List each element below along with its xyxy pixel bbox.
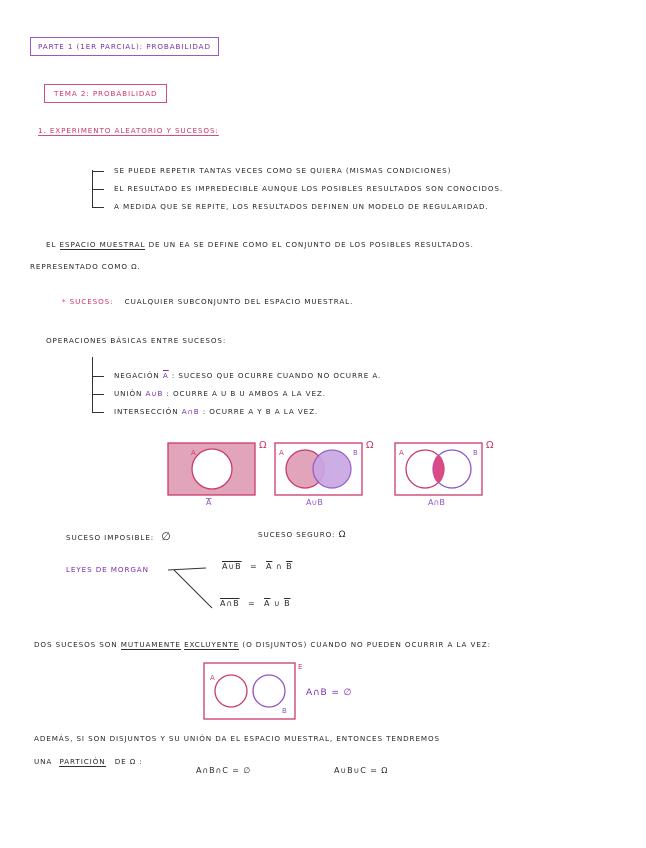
- operations-title: OPERACIONES BÁSICAS ENTRE SUCESOS:: [46, 336, 227, 345]
- law-term: $\overline{A}$: [264, 599, 271, 608]
- intersection-region: [433, 456, 444, 483]
- events-text: CUALQUIER SUBCONJUNTO DEL ESPACIO MUESTRAL.: [124, 297, 354, 306]
- partition-line1: ADEMÁS, SI SON DISJUNTOS Y SU UNIÓN DA EL ESPACIO MUESTRAL, ENTONCES TENDREMOS: [34, 734, 441, 743]
- partition-formula-union: A∪B∪C = Ω: [334, 766, 389, 775]
- op-text: : SUCESO QUE OCURRE CUANDO NO OCURRE A.: [171, 371, 382, 380]
- venn-label-a: A: [279, 449, 284, 457]
- law-term: $\overline{B}$: [284, 599, 291, 608]
- law-lhs: A∪B: [222, 562, 242, 571]
- morgan-law-1: [222, 562, 292, 571]
- union-circle-b: [313, 450, 351, 488]
- bullet-text: EL RESULTADO ES IMPREDECIBLE AUNQUE LOS POSIBLES RESULTADOS SON CONOCIDOS.: [114, 184, 504, 193]
- law-term: $\overline{A}$: [266, 562, 273, 571]
- venn-label-b: B: [473, 449, 478, 457]
- law-term: $\overline{B}$: [286, 562, 293, 571]
- venn-label-a: A: [399, 449, 404, 457]
- tick: [92, 394, 104, 395]
- tick: [92, 189, 104, 190]
- events-line: [62, 297, 353, 306]
- disjoint-venn: [200, 658, 310, 722]
- law-eq: =: [249, 562, 258, 571]
- venn-caption: A∩B: [428, 498, 445, 507]
- label: SUCESO IMPOSIBLE:: [66, 533, 155, 542]
- label: SUCESO SEGURO:: [258, 530, 336, 539]
- complement-circle-a: [192, 449, 232, 489]
- venn-diagrams: [160, 436, 510, 510]
- op-text: : OCURRE A Y B A LA VEZ.: [202, 407, 319, 416]
- events-label: * SUCESOS:: [62, 297, 114, 306]
- bullet-text: A MEDIDA QUE SE REPITE, LOS RESULTADOS DEFINEN UN MODELO DE REGULARIDAD.: [114, 202, 489, 211]
- venn-label-b: B: [282, 707, 287, 715]
- operation-intersection: [114, 407, 318, 416]
- venn-label-b: B: [353, 449, 358, 457]
- topic-title: TEMA 2: PROBABILIDAD: [44, 84, 167, 103]
- op-symbol: A∪B: [145, 389, 164, 398]
- section-title: 1. EXPERIMENTO ALEATORIO Y SUCESOS:: [38, 126, 219, 135]
- part-title: PARTE 1 (1ER PARCIAL): PROBABILIDAD: [30, 37, 219, 56]
- partition-formula-intersection: A∩B∩C = ∅: [196, 766, 252, 775]
- sure-event: [258, 530, 346, 540]
- op-name: UNIÓN: [114, 389, 143, 398]
- text: UNA: [34, 757, 53, 766]
- tick: [92, 207, 104, 208]
- operation-negation: [114, 371, 381, 380]
- venn-caption: A∪B: [306, 498, 323, 507]
- bullet-text: SE PUEDE REPETIR TANTAS VECES COMO SE QUIERA (MISMAS CONDICIONES): [114, 166, 452, 175]
- tick: [92, 171, 104, 172]
- morgan-label: LEYES DE MORGAN: [66, 565, 149, 574]
- venn-label-a: A: [210, 674, 215, 682]
- sample-space-term: ESPACIO MUESTRAL: [59, 240, 146, 249]
- exclusive-line: [34, 640, 491, 649]
- venn-omega: E: [298, 663, 303, 671]
- text: (O DISJUNTOS) CUANDO NO PUEDEN OCURRIR A LA VEZ:: [242, 640, 491, 649]
- morgan-law-2: [220, 599, 290, 608]
- venn-omega: Ω: [366, 440, 374, 451]
- tick: [92, 376, 104, 377]
- text: DOS SUCESOS SON: [34, 640, 118, 649]
- law-op: ∪: [273, 599, 281, 608]
- morgan-connector: [168, 566, 218, 612]
- venn-union: [275, 440, 374, 507]
- empty-set-symbol: ∅: [161, 530, 172, 543]
- venn-omega: Ω: [486, 440, 494, 451]
- text: EL: [46, 240, 57, 249]
- op-name: INTERSECCIÓN: [114, 407, 179, 416]
- law-op: ∩: [275, 562, 283, 571]
- impossible-event: [66, 530, 172, 543]
- op-name: NEGACIÓN: [114, 371, 160, 380]
- law-lhs: A∩B: [220, 599, 240, 608]
- op-symbol: A∩B: [181, 407, 200, 416]
- bracket-operations: [92, 357, 93, 412]
- law-eq: =: [247, 599, 256, 608]
- text: DE Ω :: [114, 757, 143, 766]
- sample-space-line: [46, 240, 474, 249]
- tick: [92, 412, 104, 413]
- operation-union: [114, 389, 326, 398]
- text: DE UN EA SE DEFINE COMO EL CONJUNTO DE LOS POSIBLES RESULTADOS.: [148, 240, 474, 249]
- partition-term: PARTICIÓN: [59, 757, 106, 766]
- omega-symbol: Ω: [338, 530, 347, 540]
- venn-caption: A: [206, 498, 212, 507]
- sample-space-line2: REPRESENTADO COMO Ω.: [30, 262, 141, 271]
- op-symbol: $\overline{A}$: [162, 371, 169, 380]
- partition-line2: [34, 757, 143, 766]
- disjoint-formula: A∩B = ∅: [306, 688, 353, 698]
- venn-label-a: A: [191, 449, 196, 457]
- exclusive-term: EXCLUYENTE: [184, 640, 240, 649]
- exclusive-term: MUTUAMENTE: [120, 640, 181, 649]
- op-text: : OCURRE A U B U AMBOS A LA VEZ.: [166, 389, 326, 398]
- venn-omega: Ω: [259, 440, 267, 451]
- venn-intersection: [395, 440, 494, 507]
- venn-complement: [168, 440, 267, 507]
